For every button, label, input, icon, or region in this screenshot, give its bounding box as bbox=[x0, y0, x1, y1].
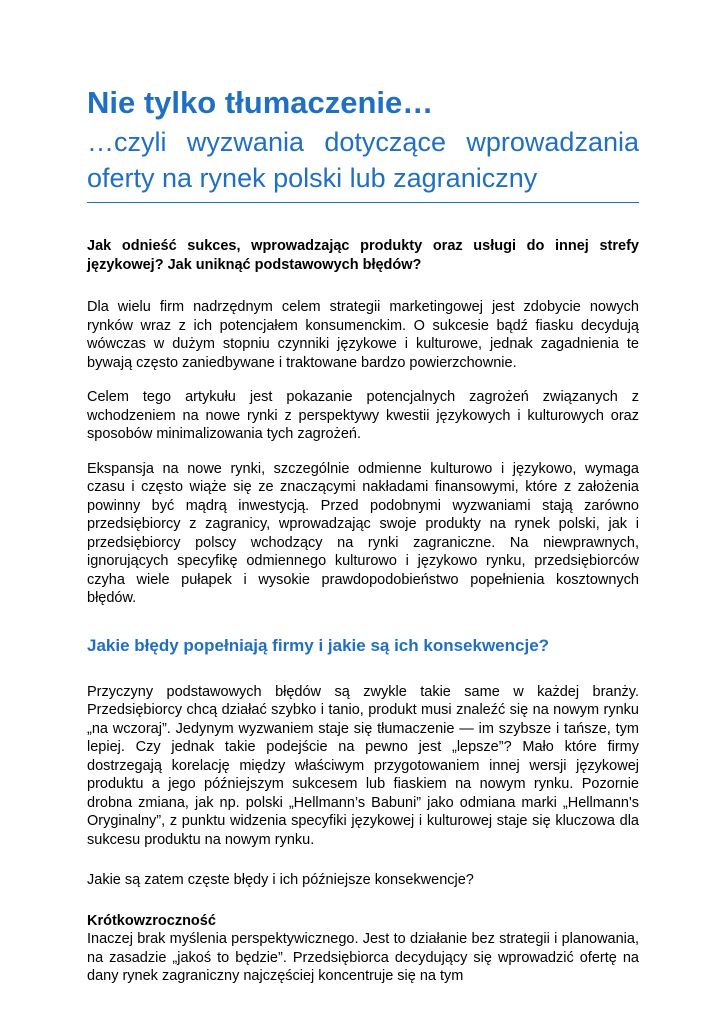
document-title: Nie tylko tłumaczenie… bbox=[87, 85, 434, 120]
document-page bbox=[87, 84, 639, 986]
section-heading: Jakie błędy popełniają firmy i jakie są ich konsekwencje? bbox=[87, 635, 550, 655]
last-paragraph: Inaczej brak myślenia perspektywicznego. Jest to działanie bez strategii i planowania, na zasadzie „jakoś to będzie”. Przedsiębiorca decydujący się wprowadzić ofertę na dany rynek zagraniczny najczęściej koncentruje się na tym bbox=[87, 931, 639, 984]
section-paragraph: Przyczyny podstawowych błędów są zwykle takie same w każdej branży. Przedsiębiorcy chcą działać szybko i tanio, produkt musi znaleźć się na nowym rynku „na wczoraj”. Jedynym wyzwaniem staje się tłumaczenie — im szybsze i tańsze, tym lepiej. Czy jednak takie podejście na pewno jest „lepsze”? Mało które firmy dostrzegają korelację między właściwym przygotowaniem innej wersji językowej produktu a jego późniejszym sukcesem lub fiaskiem na nowym rynku. Pozornie drobna zmiana, jak np. polski „Hellmann’s Babuni” jako odmiana marki „Hellmann's Oryginalny”, z punktu widzenia specyfiki językowej i kulturowej staje się kluczowa dla sukcesu produktu na nowym rynku. bbox=[87, 683, 639, 848]
lead-question: Jak odnieść sukces, wprowadzając produkty oraz usługi do innej strefy językowej? Jak uniknąć podstawowych błędów? bbox=[87, 238, 639, 273]
title-divider bbox=[87, 202, 639, 203]
document-subtitle: …czyli wyzwania dotyczące wprowadzania oferty na rynek polski lub zagraniczny bbox=[87, 127, 639, 193]
subheading-krotkowzrocznosc: Krótkowzroczność bbox=[87, 912, 216, 929]
intro-paragraph-3: Ekspansja na nowe rynki, szczególnie odmienne kulturowo i językowo, wymaga czasu i często wiąże się ze znaczącymi nakładami finansowymi, które z założenia powinny być mądrą inwestycją. Przed podobnymi wyzwaniami stają zarówno przedsiębiorcy z zagranicy, wprowadzając swoje produkty na rynek polski, jak i przedsiębiorcy polscy wchodzący na rynki zagraniczne. Na niewprawnych, ignorujących specyfikę odmiennego kulturowo i językowo rynku, przedsiębiorców czyha wiele pułapek i wysokie prawdopodobieństwo popełnienia kosztownych błędów. bbox=[87, 460, 639, 606]
intro-paragraph-2: Celem tego artykułu jest pokazanie potencjalnych zagrożeń związanych z wchodzeniem na nowe rynki z perspektywy kwestii językowych i kulturowych oraz sposobów minimalizowania tych zagrożeń. bbox=[87, 389, 639, 442]
question-line: Jakie są zatem częste błędy i ich późniejsze konsekwencje? bbox=[87, 872, 474, 888]
intro-paragraph-1: Dla wielu firm nadrzędnym celem strategii marketingowej jest zdobycie nowych rynków wraz z ich potencjałem konsumenckim. O sukcesie bądź fiasku decydują wówczas w dużym stopniu czynniki językowe i kulturowe, jednak zagadnienia te bywają często zaniedbywane i traktowane bardzo powierzchownie. bbox=[87, 299, 639, 371]
